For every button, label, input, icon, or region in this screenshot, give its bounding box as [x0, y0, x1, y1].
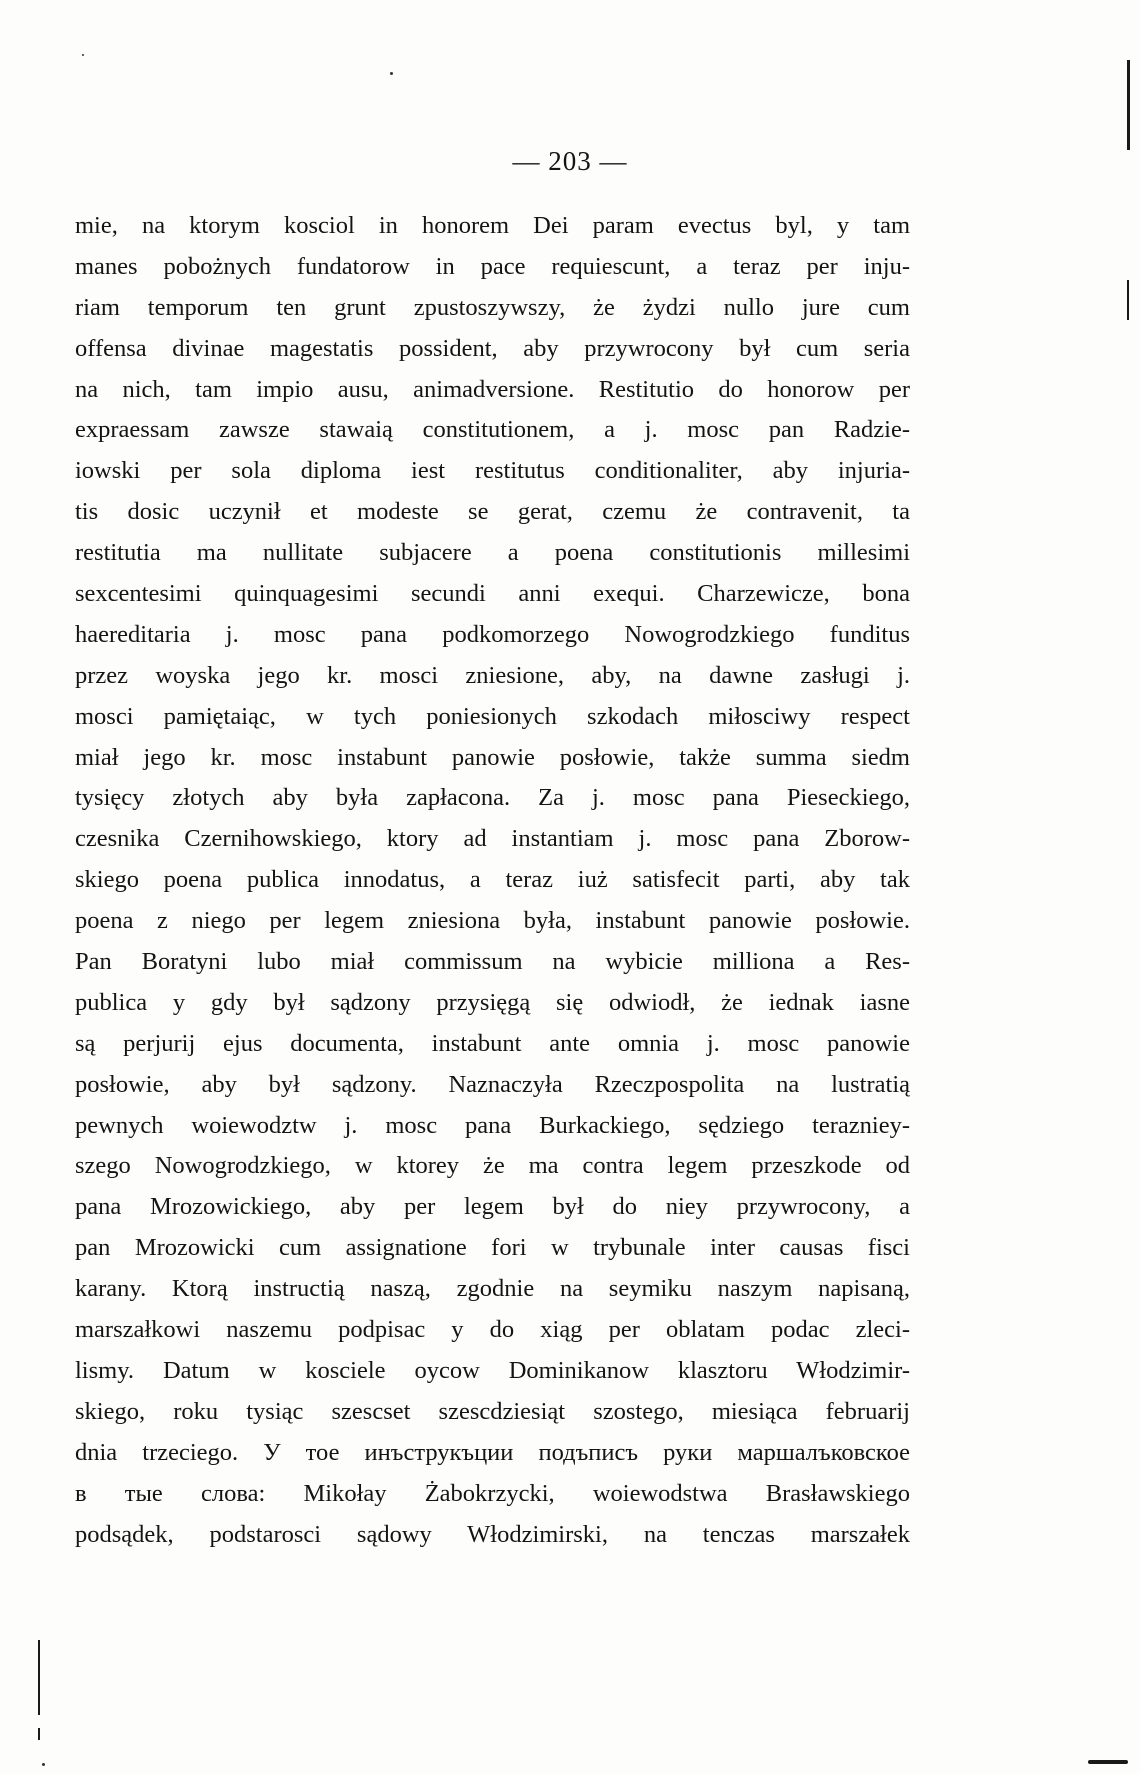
scan-margin-mark — [1088, 1760, 1128, 1764]
text-line: karany. Ktorą instructią naszą, zgodnie na seymiku naszym napisaną, — [75, 1275, 910, 1303]
text-line: miał jego kr. mosc instabunt panowie posłowie, także summa siedm — [75, 743, 910, 771]
text-line: tis dosic uczynił et modeste se gerat, czemu że contravenit, ta — [75, 498, 910, 526]
text-line: marszałkowi naszemu podpisac y do xiąg per oblatam podac zleci- — [75, 1316, 910, 1344]
text-line: poena z niego per legem zniesiona była, instabunt panowie posłowie. — [75, 907, 910, 935]
text-line: podsądek, podstarosci sądowy Włodzimirski, na tenczas marszałek — [75, 1520, 910, 1548]
text-line: Pan Boratyni lubo miał commissum na wybicie milliona a Res- — [75, 948, 910, 976]
scan-speck — [42, 1763, 45, 1766]
text-line: pewnych woiewodztw j. mosc pana Burkackiego, sędziego terazniey- — [75, 1111, 910, 1139]
text-line: są perjurij ejus documenta, instabunt ante omnia j. mosc panowie — [75, 1029, 910, 1057]
text-line: pana Mrozowickiego, aby per legem był do niey przywrocony, a — [75, 1193, 910, 1221]
text-line: mosci pamiętaiąc, w tych poniesionych szkodach miłosciwy respect — [75, 702, 910, 730]
text-line: skiego poena publica innodatus, a teraz iuż satisfecit parti, aby tak — [75, 866, 910, 894]
text-line: lismy. Datum w kosciele oycow Dominikanow klasztoru Włodzimir- — [75, 1356, 910, 1384]
text-line: riam temporum ten grunt zpustoszywszy, że żydzi nullo jure cum — [75, 293, 910, 321]
text-line: iowski per sola diploma iest restitutus conditionaliter, aby injuria- — [75, 457, 910, 485]
scan-speck — [390, 72, 393, 75]
text-line: expraessam zawsze stawaią constitutionem, a j. mosc pan Radzie- — [75, 416, 910, 444]
text-line: mie, na ktorym kosciol in honorem Dei param evectus byl, y tam — [75, 212, 910, 239]
text-line: czesnika Czernihowskiego, ktory ad instantiam j. mosc pana Zborow- — [75, 825, 910, 853]
text-line: в тые слова: Mikołay Żabokrzycki, woiewodstwa Brasławskiego — [75, 1479, 910, 1507]
text-line: manes pobożnych fundatorow in pace requiescunt, a teraz per inju- — [75, 252, 910, 280]
text-line: restitutia ma nullitate subjacere a poena constitutionis millesimi — [75, 539, 910, 567]
text-line: pan Mrozowicki cum assignatione fori w trybunale inter causas fisci — [75, 1234, 910, 1262]
text-line: publica y gdy był sądzony przysięgą się odwiodł, że iednak iasne — [75, 988, 910, 1016]
text-line: offensa divinae magestatis possident, aby przywrocony był cum seria — [75, 334, 910, 362]
page-number: — 203 — — [512, 146, 628, 176]
text-line: skiego, roku tysiąc szescset szescdziesiąt szostego, miesiąca februarij — [75, 1397, 910, 1425]
body-text — [75, 206, 910, 1555]
text-line: posłowie, aby był sądzony. Naznaczyła Rzeczpospolita na lustratią — [75, 1070, 910, 1098]
scan-margin-mark — [38, 1640, 40, 1715]
scan-margin-mark — [1127, 60, 1130, 150]
scan-speck — [82, 54, 84, 56]
text-line: tysięcy złotych aby była zapłacona. Za j. mosc pana Pieseckiego, — [75, 784, 910, 812]
text-line: haereditaria j. mosc pana podkomorzego Nowogrodzkiego funditus — [75, 620, 910, 648]
scan-margin-mark — [38, 1728, 40, 1740]
text-line: dnia trzeciego. У тое инъструкъции подъписъ руки маршалъковское — [75, 1438, 910, 1466]
text-line: na nich, tam impio ausu, animadversione. Restitutio do honorow per — [75, 375, 910, 403]
text-line: sexcentesimi quinquagesimi secundi anni exequi. Charzewicze, bona — [75, 580, 910, 608]
text-line: przez woyska jego kr. mosci zniesione, aby, na dawne zasługi j. — [75, 661, 910, 689]
scan-margin-mark — [1127, 280, 1129, 320]
text-line: szego Nowogrodzkiego, w ktorey że ma contra legem przeszkode od — [75, 1152, 910, 1180]
